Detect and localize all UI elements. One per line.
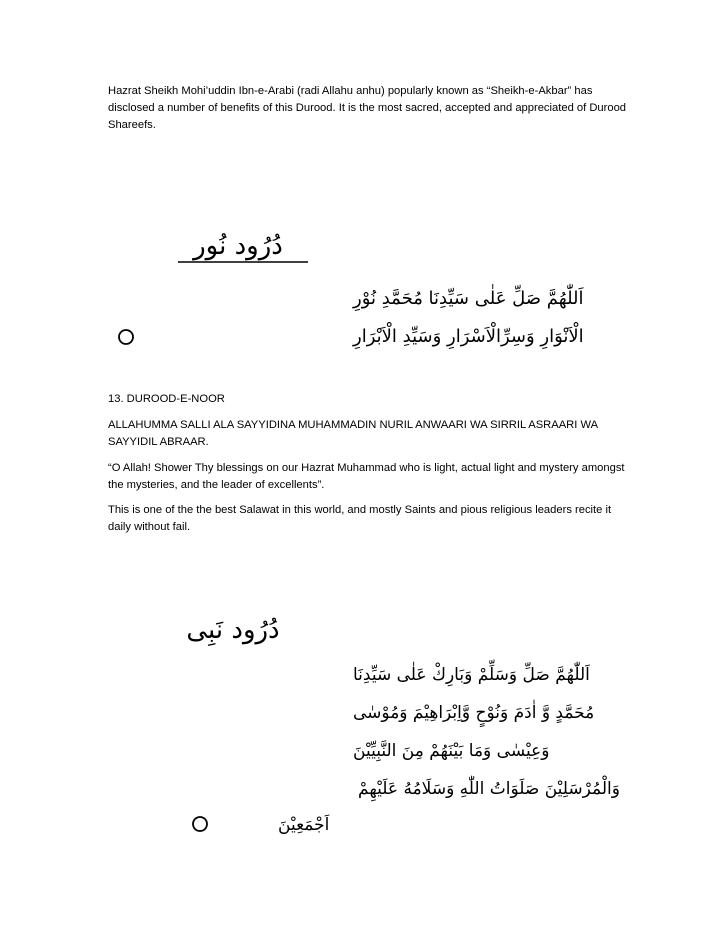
calligraphy-title: دُرُود نَبِى — [186, 615, 280, 645]
calligraphy-title: دُرُود نُور — [193, 231, 283, 261]
calligraphy-line-3: وَعِيْسٰى وَمَا بَيْنَهُمْ مِنَ النَّبِيِّيْنَ — [353, 741, 550, 761]
calligraphy-line-1: اَللّٰهُمَّ صَلِّ عَلٰى سَيِّدِنَا مُحَمَّدِ نُوْرِ — [353, 288, 584, 309]
durood-noor-calligraphy — [108, 218, 584, 368]
end-circle-icon — [193, 817, 207, 831]
translation: “O Allah! Shower Thy blessings on our Hazrat Muhammad who is light, actual light and mystery amongst the mysteries, and the leader of excellents”. — [108, 462, 625, 491]
durood-nabi-calligraphy — [108, 608, 620, 840]
calligraphy-line-5: اَجْمَعِيْنَ — [278, 815, 330, 835]
note-paragraph: This is one of the the best Salawat in this world, and mostly Saints and pious religious leaders recite it daily without fail. — [108, 504, 612, 533]
intro-paragraph: Hazrat Sheikh Mohi’uddin Ibn-e-Arabi (radi Allahu anhu) popularly known as “Sheikh-e-Akbar” has disclosed a number of benefits of this Durood. It is the most sacred, accepted and appreciated of Durood Shareefs. — [108, 85, 627, 131]
calligraphy-line-2: مُحَمَّدٍ وَّ اٰدَمَ وَنُوْحٍ وَّاِبْرَاهِيْمَ وَمُوْسٰى — [353, 703, 595, 723]
end-circle-icon — [119, 330, 133, 344]
calligraphy-line-2: الْاَنْوَارِ وَسِرِّالْاَسْرَارِ وَسَيِّدِ الْاَبْرَارِ — [353, 326, 584, 347]
transliteration: ALLAHUMMA SALLI ALA SAYYIDINA MUHAMMADIN NURIL ANWAARI WA SIRRIL ASRAARI WA SAYYIDIL ABRAAR. — [108, 419, 598, 448]
calligraphy-line-4: وَالْمُرْسَلِيْنَ صَلَوَاتُ اللّٰهِ وَسَلَامُهُ عَلَيْهِمْ — [358, 779, 620, 799]
section-heading: 13. DUROOD-E-NOOR — [108, 393, 225, 405]
calligraphy-line-1: اَللّٰهُمَّ صَلِّ وَسَلِّمْ وَبَارِكْ عَلٰى سَيِّدِنَا — [353, 665, 590, 685]
